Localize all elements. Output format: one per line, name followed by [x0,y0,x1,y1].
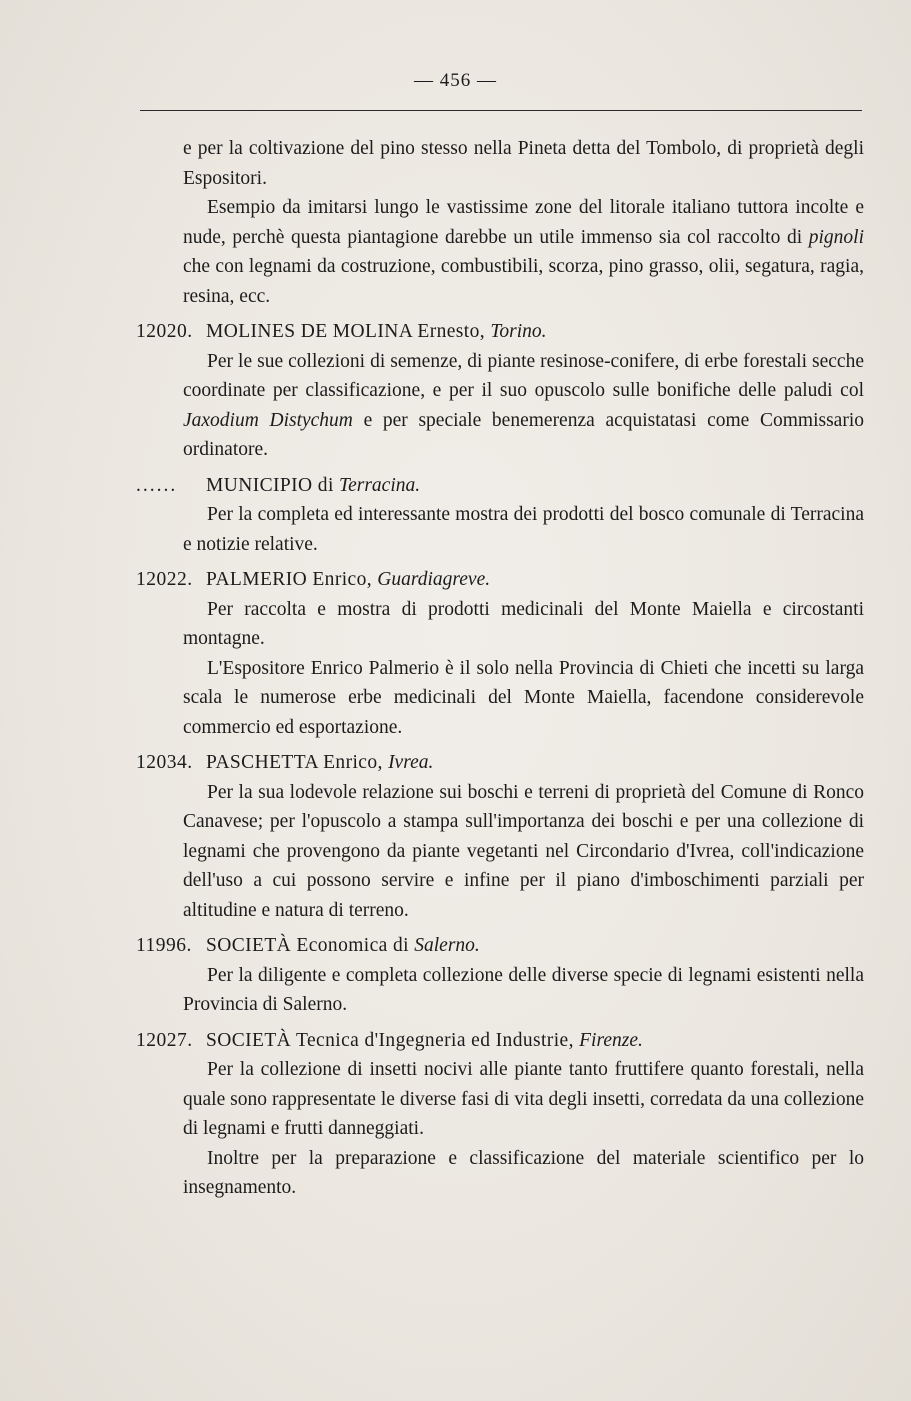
intro-paragraph-1: e per la coltivazione del pino stesso nella Pineta detta del Tombolo, di proprietà degli Espositori. [183,138,864,189]
entry-12020 [136,317,864,465]
entry-paragraph: Inoltre per la preparazione e classificazione del materiale scientifico per lo insegnamento. [183,1147,864,1198]
page-text [136,134,864,1203]
entry-number: 12027. [136,1029,193,1051]
entry-heading [136,471,864,501]
intro-italic-word: pignoli [808,226,864,248]
entry-municipio-terracina [136,471,864,560]
header-rule [140,110,862,111]
entry-number: 11996. [136,935,192,956]
entry-text-after: e per speciale benemerenza acquistatasi come Commissario ordinatore. [183,409,864,460]
entry-paragraph: Per la collezione di insetti nocivi alle piante tanto fruttifere quanto forestali, nella quale sono rappresentate le diverse fasi di vita degli insetti, corredata da una collezione di legnami e frutti danneggiati. [183,1059,864,1139]
entry-number: 12034. [136,752,193,773]
entry-number: 12022. [136,569,193,590]
entry-place: Ivrea. [388,752,434,773]
entry-paragraph: L'Espositore Enrico Palmerio è il solo nella Provincia di Chieti che incetti su larga scala le numerose erbe medicinali del Monte Maiella, facendone considerevole commercio ed esportazione. [183,657,864,738]
entry-12034 [136,748,864,925]
intro-text-after: che con legnami da costruzione, combustibili, scorza, pino grasso, olii, segatura, ragia, resina, ecc. [183,256,864,307]
entry-italic-term: Jaxodium Distychum [183,409,353,431]
entry-heading [136,748,864,778]
entry-number: ...... [136,474,178,496]
entry-place: Firenze. [579,1029,643,1051]
entry-place: Terracina. [339,474,421,496]
entry-paragraph: Per raccolta e mostra di prodotti medicinali del Monte Maiella e circostanti montagne. [183,598,864,649]
entry-text-before: Per le sue collezioni di semenze, di piante resinose-conifere, di erbe forestali secche coordinate per classificazione, e per il suo opuscolo sulle bonifiche delle paludi col [183,350,864,401]
entry-name: SOCIETÀ Tecnica d'Ingegneria ed Industrie, [206,1029,580,1051]
entry-name: MUNICIPIO di [206,474,340,496]
entry-heading [136,317,864,347]
entry-12022 [136,565,864,742]
entry-paragraph: Per la sua lodevole relazione sui boschi e terreni di proprietà del Comune di Ronco Canavese; per l'opuscolo a stampa sull'importanza dei boschi e per una collezione di legnami che provengono da piante vegetanti nel Circondario d'Ivrea, coll'indicazione dell'uso a cui possono servire e infine per il piano d'imboschimenti parziali per altitudine e natura di terreno. [183,781,864,921]
entry-heading [136,565,864,595]
entry-paragraph: Per la diligente e completa collezione delle diverse specie di legnami esistenti nella Provincia di Salerno. [183,964,864,1015]
entry-place: Salerno. [414,935,480,956]
entry-11996 [136,931,864,1020]
entry-place: Guardiagreve. [377,569,491,590]
entry-name: MOLINES DE MOLINA Ernesto, [206,321,491,342]
entry-12027 [136,1026,864,1203]
entry-paragraph [136,347,864,465]
entry-heading [136,1026,864,1056]
entry-number: 12020. [136,321,193,342]
entry-name: PASCHETTA Enrico, [206,752,389,773]
entry-place: Torino. [490,321,547,342]
entry-heading [136,931,864,961]
page-number: — 456 — [414,70,497,91]
intro-paragraph-2 [136,193,864,311]
intro-text-before: Esempio da imitarsi lungo le vastissime zone del litorale italiano tuttora incolte e nude, perchè questa piantagione darebbe un utile immenso sia col raccolto di [183,197,864,248]
entry-name: SOCIETÀ Economica di [206,935,415,956]
entry-name: PALMERIO Enrico, [206,569,378,590]
entry-paragraph: Per la completa ed interessante mostra dei prodotti del bosco comunale di Terracina e notizie relative. [183,504,864,555]
